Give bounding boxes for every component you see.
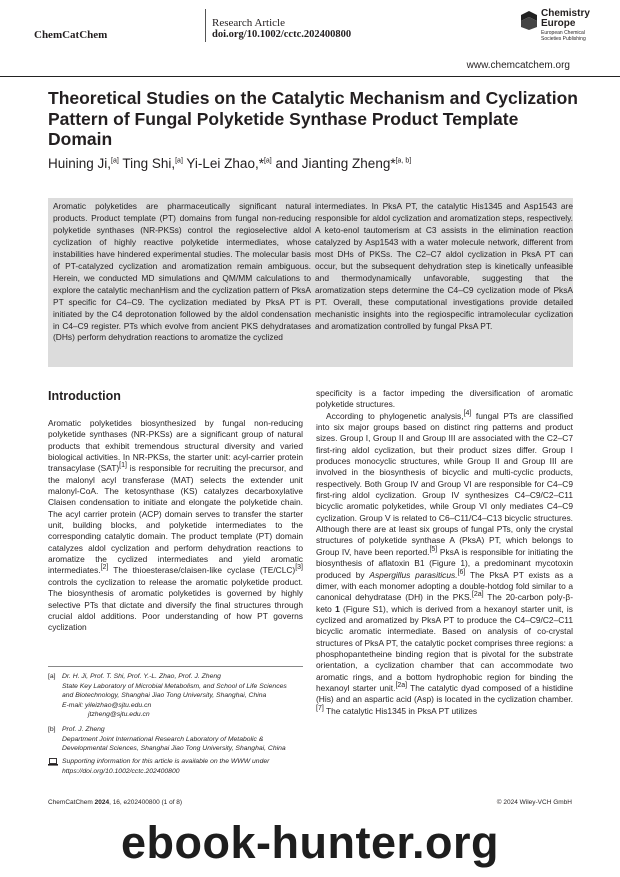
email-link[interactable]: E-mail: yileizhao@sjtu.edu.cn xyxy=(62,701,152,709)
footnote-line: Dr. H. Ji, Prof. T. Shi, Prof. Y.-L. Zhao, Prof. J. Zheng xyxy=(62,673,221,680)
body-text: is responsible for recruiting the precursor, and the malonyl acyl transferase (MAT) selects the extender unit malonyl-CoA. The ketosynthase (KS) catalyzes decarboxylative Claisen condensation to initiate and elongate the polyketide chain. The acyl carrier protein (ACP) domain serves to transfer the starter unit, building blocks, and polyketide intermediates to the corresponding catalytic domain. The product template (PT) domain catalyzes aldol cyclization and perform dehydration reactions to aromatize the cyclized intermediates and yield aromatic intermediates. xyxy=(48,463,303,576)
section-heading: Introduction xyxy=(48,389,121,403)
body-text: fungal PTs are classified into six major groups based on distinct ring patterns and product sizes. Group I, Group II and Group III are associated with the C2–C7 first-ring aldol cyclization, but their product sizes differ. Group I produces monocyclic structures, while Group II and Group III are involved in the biosynthesis of bicyclic and multi-cyclic products, respectively. Both Group IV and Group VI are responsible for C4–C9 first-ring aldol cyclization. Group IV synthesizes C4–C9/C2–C11 bicyclic aromatic polyketides, while Group VI only mediates C4–C9 cyclization. Group V is related to C6–C11/C4–C13 bicyclic structures. Although there are at least six groups of fungal PTs, only the crystal structures of polyketide synthase A (PksA) PT, which belongs to Group IV, have been reported. xyxy=(316,410,573,557)
body-text: The catalytic His1345 in PksA PT utilizes xyxy=(323,705,478,716)
chemistry-europe-logo-icon xyxy=(519,9,539,31)
citation-ref[interactable]: [2a] xyxy=(395,682,408,690)
citation-ref[interactable]: [3] xyxy=(295,564,303,572)
doi-link[interactable]: doi.org/10.1002/cctc.202400800 xyxy=(212,29,352,40)
header-rule xyxy=(0,76,620,77)
header-divider xyxy=(205,9,206,42)
body-text: The thioesterase/claisen-like cyclase (TE/CLC) xyxy=(108,565,296,576)
author-affiliation: [a, b] xyxy=(395,157,412,165)
footnote-line: Department Joint International Research Laboratory of Metabolic & xyxy=(62,735,264,743)
footnote-line: Prof. J. Zheng xyxy=(62,726,105,733)
article-type: Research Article xyxy=(212,17,285,29)
intro-column-right xyxy=(316,388,573,784)
body-text: According to phylogenetic analysis, xyxy=(326,410,464,421)
watermark-text: ebook-hunter.org xyxy=(121,817,499,868)
citation-ref[interactable]: [6] xyxy=(457,568,466,576)
supporting-info-link[interactable]: https://doi.org/10.1002/cctc.202400800 xyxy=(62,767,180,775)
species-name: Aspergillus parasiticus. xyxy=(369,569,458,580)
intro-paragraph xyxy=(316,411,573,717)
publisher-subtitle-line1: European Chemical xyxy=(541,30,585,36)
footnote-line: State Key Laboratory of Microbial Metabolism, and School of Life Sciences xyxy=(62,682,287,690)
citation-ref[interactable]: [7] xyxy=(316,704,324,712)
journal-website-link[interactable]: www.chemcatchem.org xyxy=(466,60,570,71)
footer-year: 2024 xyxy=(94,799,110,806)
footnote-line: Developmental Sciences, Shanghai Jiao Tong University, Shanghai, China xyxy=(62,745,286,753)
email-link[interactable]: jtzheng@sjtu.edu.cn xyxy=(88,711,150,719)
article-title: Theoretical Studies on the Catalytic Mechanism and Cyclization Pattern of Fungal Polyketide Synthase Product Template Domain xyxy=(48,88,578,149)
abstract-column-left: Aromatic polyketides are pharmaceutically significant natural products. Product template (PT) domains from fungal non-reducing polyketide synthases (NR-PKSs) control the regioselective aldol cyclization of highly reactive polyketide intermediates, whose instabilities have hindered experimental studies. The molecular basis of PT-catalyzed cyclization and aromatization remain ambiguous. Herein, we conducted MD simulations and QM/MM calculations to explore the catalytic mechanHism and the cyclization pattern of PksA PT specific for C4–C9. The cyclization mediated by PksA PT is initiated by the C4 deprotonation followed by the aldol condensation in C4–C9 register. PTs which evolve from ancient PKS dehydratases (DHs) perform dehydration reactions to aromatize the cyclized xyxy=(53,201,311,343)
laptop-icon xyxy=(48,758,58,766)
author-affiliation: [a] xyxy=(175,157,183,165)
footnote-label: [b] xyxy=(48,726,56,733)
body-text: Aromatic polyketides biosynthesized by fungal non-reducing polyketide synthases (NR-PKSs) are a significant group of natural products that exhibit tremendous structural diversity and varied biological activities. In NR-PKSs, the starter unit: acyl-carrier protein transacylase (SAT) xyxy=(48,418,303,474)
citation-ref[interactable]: [2a] xyxy=(471,591,484,599)
intro-column-left xyxy=(48,418,303,658)
intro-paragraph xyxy=(48,418,303,634)
publisher-name-line1: Chemistry xyxy=(541,8,590,19)
body-text: The catalytic dyad composed of a histidine (His) and an aspartic acid (Asp) is located in the cyclization chamber. xyxy=(316,682,573,705)
body-text: PksA is responsible for initiating the biosynthesis of aflatoxin B1 (Figure 1), a predominant mycotoxin produced by xyxy=(316,546,573,580)
abstract-column-right: intermediates. In PksA PT, the catalytic His1345 and Asp1543 are responsible for aldol cyclization and aromatization steps, respectively. A keto-enol tautomerism at C3 assists in the elimination reaction catalyzed by Asp1543 with a water molecule network, different from most DHs of PKSs. The C2–C7 aldol cyclization in PksA PT can occur, but the subsequent dehydration step is kinetically unfeasible and thermodynamically unfavorable, suggesting that the aromatization steps determine the C4–C9 cyclization mode of PksA PT. Overall, these computational investigations provide detailed mechanistic insights into the regiospecific intramolecular cyclization and aromatization controlled by fungal PksA PT. xyxy=(315,201,573,331)
footnote-line: Supporting information for this article is available on the WWW under xyxy=(62,758,270,765)
footer-journal: ChemCatChem xyxy=(48,799,93,806)
journal-name: ChemCatChem xyxy=(34,29,108,41)
body-text: (Figure S1), which is derived from a hexanoyl starter unit, is cyclized and aromatized by PksA PT to produce the C4–C9/C2–C11 bicyclic aromatic intermediate. Based on analysis of co-crystal structures of PksA PT, the catalytic pocket comprises three regions: a phosphopantetheine binding region that is pivotal for the substrate orientation, a cyclization chamber that can accommodate two aromatic rings, and a bottom hydrophobic region for binding the hexanoyl starter unit. xyxy=(316,603,573,693)
body-text: controls the cyclization to release the aromatic polyketide product. The biosynthesis of aromatic polyketides is governed by highly selective PTs that dictate and diversify the final structures through crucial aldol additions. Poor understanding of how PT governs cyclization xyxy=(48,576,303,633)
footnote-line: and Biotechnology, Shanghai Jiao Tong University, Shanghai, China xyxy=(62,692,267,700)
body-text: The 20-carbon poly-β-keto xyxy=(316,592,573,614)
citation-ref[interactable]: [5] xyxy=(429,546,438,554)
citation-ref[interactable]: [4] xyxy=(463,409,472,417)
abstract-box xyxy=(48,198,573,367)
body-text: The PksA PT exists as a dimer, with each monomer adopting a double-hotdog fold similar to a canonical dehydratase (DH) in the PKS. xyxy=(316,569,573,603)
intro-paragraph: specificity is a factor impeding the diversification of aromatic polyketide structures. xyxy=(316,388,573,410)
author-list xyxy=(48,156,588,171)
author-affiliation: [a] xyxy=(111,157,119,165)
page-citation xyxy=(48,799,182,806)
publisher-name-line2: Europe xyxy=(541,18,576,29)
author-name: and Jianting Zheng* xyxy=(271,156,396,171)
author-affiliation: [a] xyxy=(263,157,272,165)
compound-number: 1 xyxy=(335,603,340,614)
author-name: Ting Shi, xyxy=(118,156,176,171)
author-name: Huining Ji, xyxy=(48,156,112,171)
citation-ref[interactable]: [2] xyxy=(100,564,109,572)
author-name: Yi-Lei Zhao,* xyxy=(182,156,264,171)
footnote-label: [a] xyxy=(48,673,56,680)
footer-volume-page: , 16, e202400800 (1 of 8) xyxy=(109,799,183,806)
footnote-rule xyxy=(48,666,303,667)
publisher-subtitle-line2: Societies Publishing xyxy=(541,36,586,42)
citation-ref[interactable]: [1] xyxy=(119,462,127,470)
copyright-notice: © 2024 Wiley-VCH GmbH xyxy=(496,799,572,806)
